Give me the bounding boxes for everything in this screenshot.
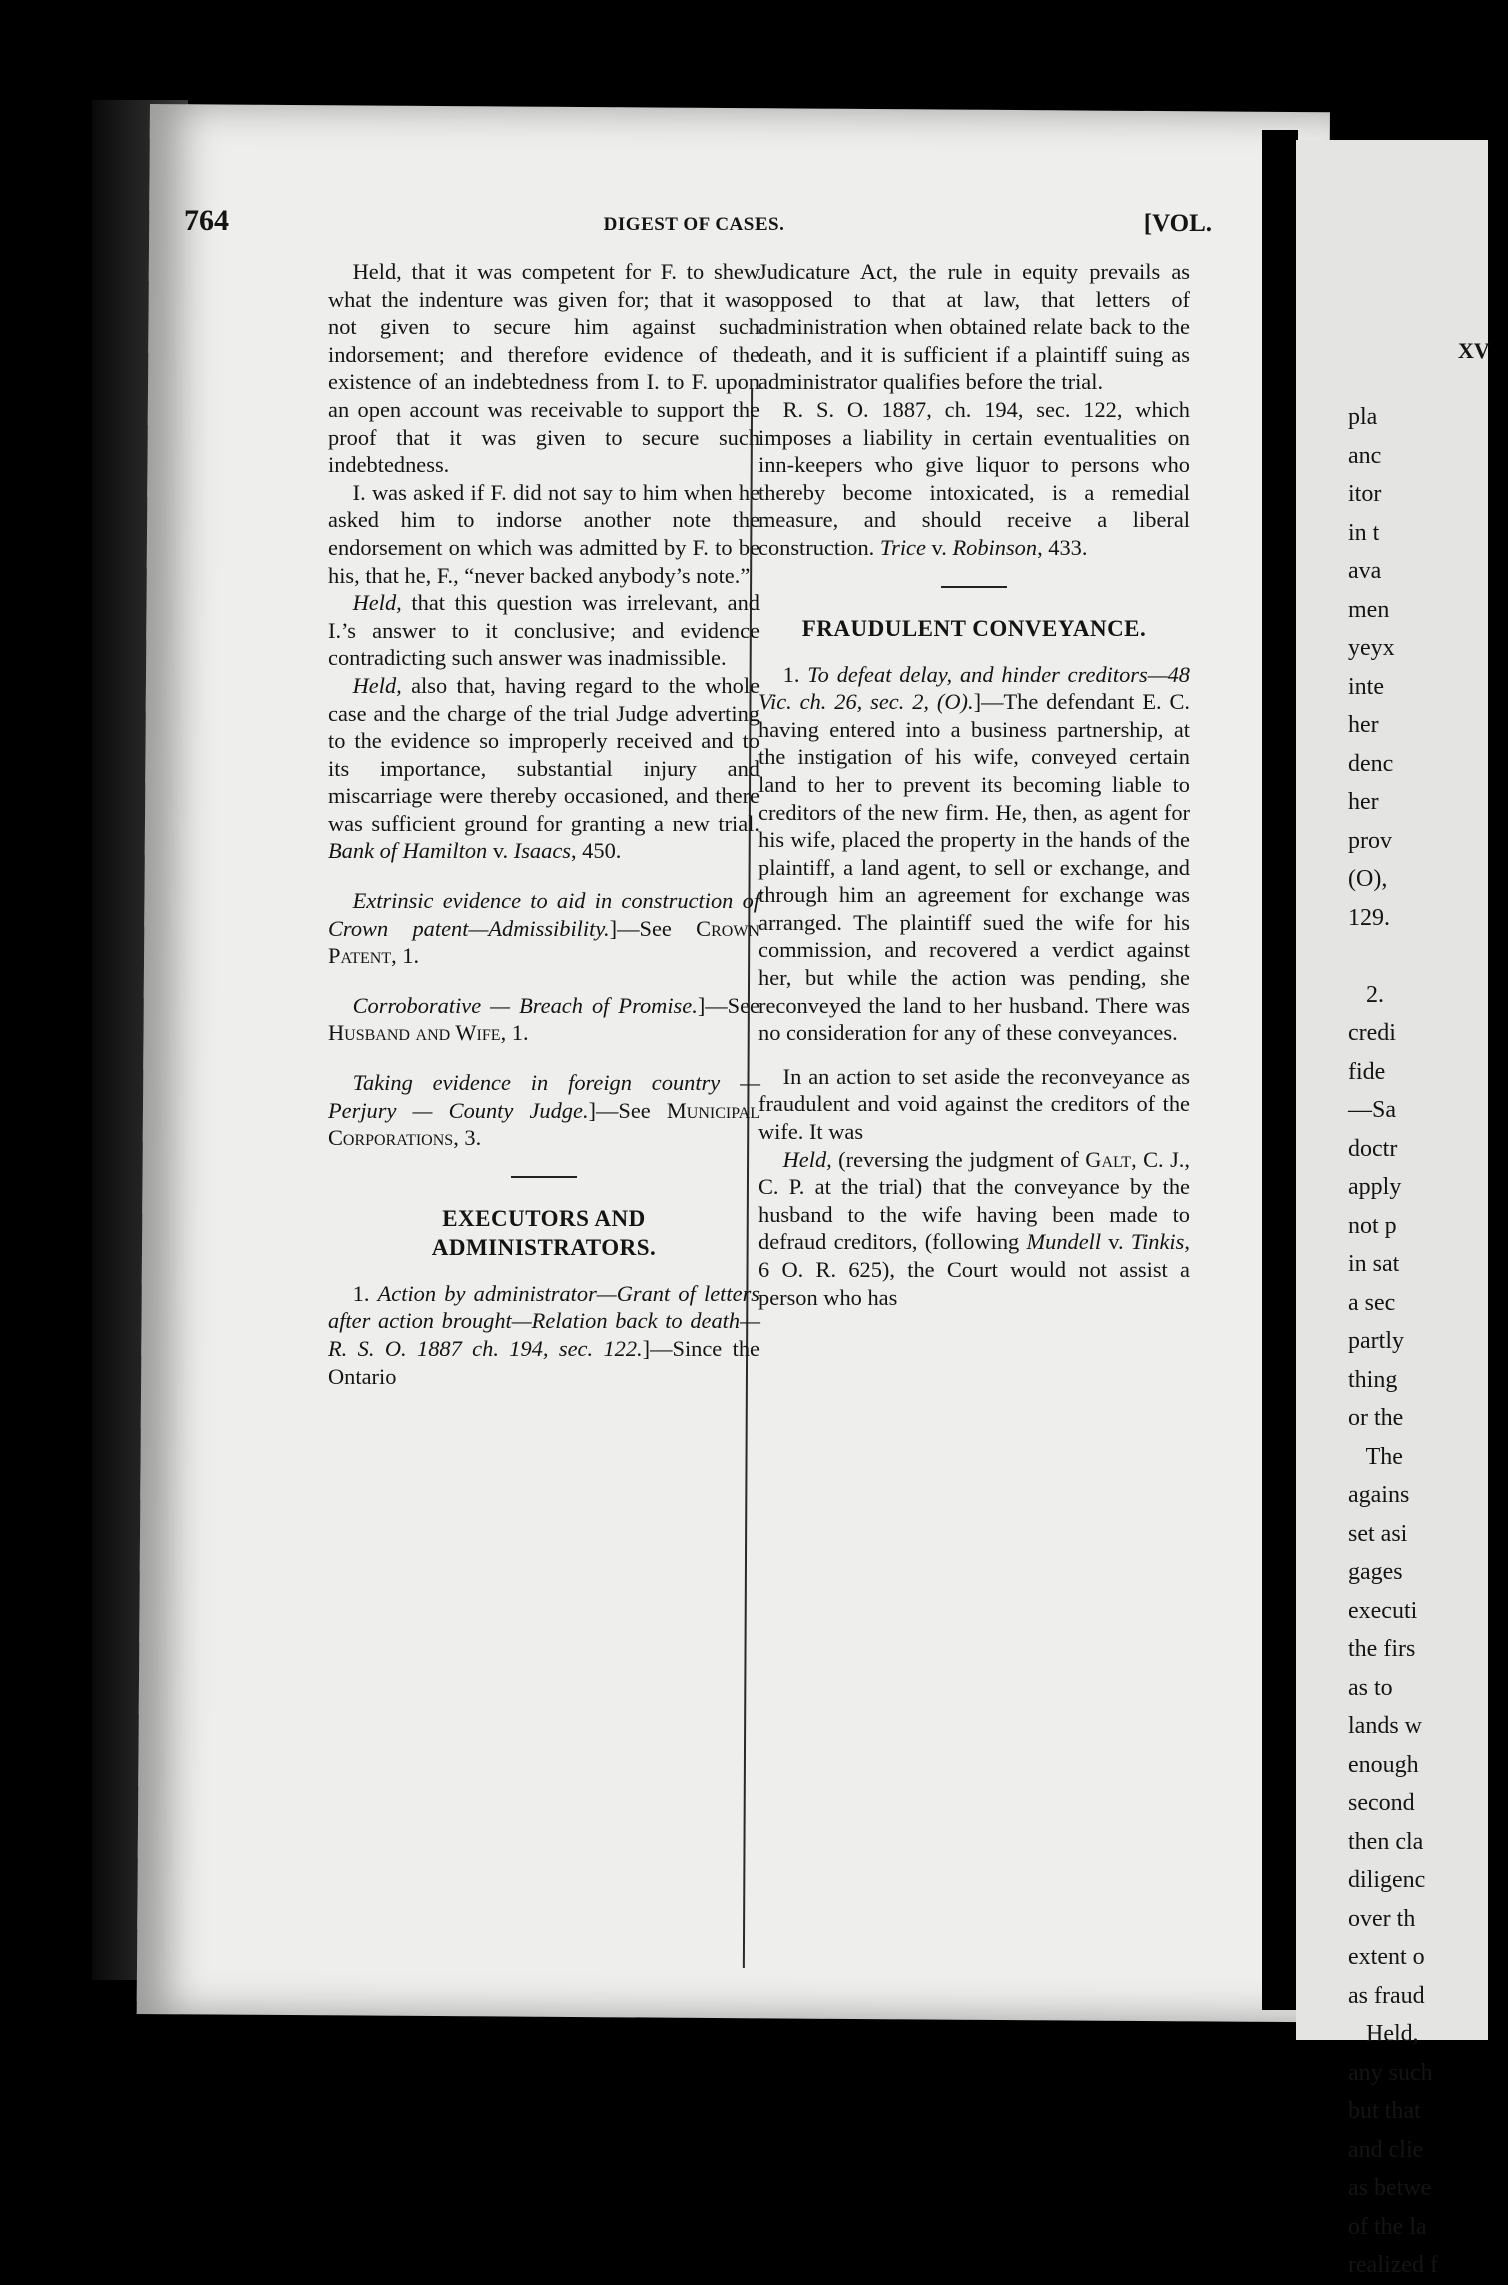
paragraph-text: I. was asked if F. did not say to him when he asked him to indorse another note the endorsement on which was admitted by F. to be his, that he, F., “never backed anybody’s note.”: [328, 479, 760, 588]
right-column: [758, 258, 1190, 1311]
versus: v.: [487, 838, 514, 864]
paragraph: [758, 661, 1190, 1047]
paragraph: [758, 258, 1190, 396]
volume-mark: [VOL.: [1143, 210, 1212, 237]
xref-target: Husband and Wife: [328, 1020, 501, 1046]
paragraph-text: Judicature Act, the rule in equity prevails as opposed to that at law, that letters of administration when obtained relate back to the death, and it is sufficient if a plaintiff suing as administrator qualifies before the trial.: [758, 259, 1190, 395]
versus: v.: [925, 534, 953, 560]
xref-number: , 1.: [500, 1020, 529, 1046]
entry-number: 1.: [782, 661, 808, 687]
cross-reference: [328, 1069, 760, 1152]
paragraph: [328, 672, 760, 865]
case-name: Mundell: [1026, 1229, 1102, 1255]
paragraph: [758, 396, 1190, 562]
paragraph: [758, 1063, 1190, 1146]
paragraph-text: ]—Since the Ontario: [328, 1336, 760, 1389]
paragraph-text: , C. J., C. P. at the trial) that the conveyance by the husband to the wife having been made to defraud creditors, (following: [758, 1146, 1191, 1255]
book-gutter: [1262, 130, 1298, 2010]
running-title: DIGEST OF CASES.: [603, 214, 785, 235]
held-label: Held,: [352, 590, 402, 616]
xref-see: ]—See: [697, 992, 760, 1018]
case-name: Tinkis: [1130, 1229, 1185, 1255]
xref-see: ]—See: [588, 1097, 667, 1123]
xref-see: ]—See: [609, 915, 697, 941]
citation: , 450.: [570, 838, 622, 864]
paragraph-text: R. S. O. 1887, ch. 194, sec. 122, which imposes a liability in certain eventualities on inn-keepers who give liquor to persons who thereby become intoxicated, is a remedial measure, and should receive a liberal construction.: [758, 396, 1190, 560]
cross-reference: [328, 992, 760, 1047]
case-name: Robinson: [952, 534, 1038, 560]
case-name: Bank of Hamilton: [328, 838, 488, 864]
paragraph: [328, 479, 760, 589]
paragraph: [328, 258, 760, 479]
xref-target: Municipal Corporations: [328, 1097, 760, 1151]
facing-page-text: pla anc itor in t ava men yeyx inte her denc her prov (O), 129. 2. credi fide —Sa doctr apply not p in sat a sec partly thing or the The agains set asi gages executi the firs as to lands w enough second then cla diligenc over th extent o as fraud Held, any such but that and clie as betwe of the la realized f: [1348, 404, 1438, 2278]
section-rule: [941, 586, 1007, 588]
paragraph-text: that this question was irrelevant, and I.’s answer to it conclusive; and evidence contradicting such answer was inadmissible.: [328, 590, 760, 671]
held-label: Held,: [352, 672, 402, 698]
versus: v.: [1101, 1229, 1131, 1255]
paragraph: [328, 1280, 760, 1390]
xref-topic: Extrinsic evidence to aid in construction of Crown patent—Admissibility.: [328, 888, 760, 941]
paragraph-text: Held, that it was competent for F. to shew what the indenture was given for; that it was not given to secure him against such indorsement; and therefore evidence of the existence of an indebtedness from I. to F. upon an open account was receivable to support the proof that it was given to secure such indebtedness.: [328, 259, 760, 478]
section-heading: FRAUDULENT CONVEYANCE.: [801, 615, 1147, 641]
case-name: Isaacs: [513, 838, 571, 864]
paragraph-text: also that, having regard to the whole case and the charge of the trial Judge adverting to the evidence so improperly received and to its importance, substantial injury and miscarriage were thereby occasioned, and there was sufficient ground for granting a new trial.: [328, 672, 760, 836]
paragraph-text: (reversing the judgment of: [831, 1146, 1086, 1172]
cross-reference: [328, 887, 760, 970]
left-column: [328, 258, 760, 1390]
paragraph-text: ]—The defendant E. C. having entered into a business partnership, at the instigation of his wife, conveyed certain land to her to prevent its becoming liable to creditors of the new firm. He, then, as agent for his wife, placed the property in the hands of the plaintiff, a land agent, to sell or exchange, and through him an agreement for exchange was arranged. The plaintiff sued the wife for his commission, and recovered a verdict against her, but while the action was pending, she reconveyed the land to her husband. There was no consideration for any of these conveyances.: [758, 689, 1191, 1046]
entry-number: 1.: [352, 1280, 378, 1306]
entry-topic: To defeat delay, and hinder creditors—48 Vic. ch. 26, sec. 2, (O).: [758, 661, 1191, 715]
page-number: 764: [184, 204, 229, 237]
section-heading: EXECUTORS AND ADMINISTRATORS.: [431, 1205, 657, 1260]
facing-page-fragment: [1296, 140, 1490, 2278]
case-name: Trice: [879, 534, 926, 560]
citation: , 433.: [1037, 534, 1088, 560]
section-rule: [511, 1176, 577, 1178]
xref-number: , 1.: [391, 943, 420, 969]
xref-topic: Taking evidence in foreign country — Perjury — County Judge.: [328, 1070, 760, 1123]
entry-topic: Action by administrator—Grant of letters after action brought—Relation back to death—R. S. O. 1887 ch. 194, sec. 122.: [328, 1280, 760, 1361]
held-label: Held,: [782, 1146, 832, 1172]
paragraph: [328, 589, 760, 672]
judge-name: Galt: [1085, 1146, 1132, 1172]
xref-target: Crown Patent: [328, 915, 760, 969]
paragraph: [758, 1146, 1190, 1312]
xref-topic: Corroborative — Breach of Promise.: [352, 992, 698, 1018]
paragraph-text: , 6 O. R. 625), the Court would not assist a person who has: [758, 1229, 1190, 1310]
paragraph-text: In an action to set aside the reconveyance as fraudulent and void against the creditors of the wife. It was: [758, 1063, 1190, 1145]
facing-page-header: XV: [1458, 338, 1490, 363]
xref-number: , 3.: [453, 1125, 482, 1151]
running-header: [184, 204, 1212, 244]
